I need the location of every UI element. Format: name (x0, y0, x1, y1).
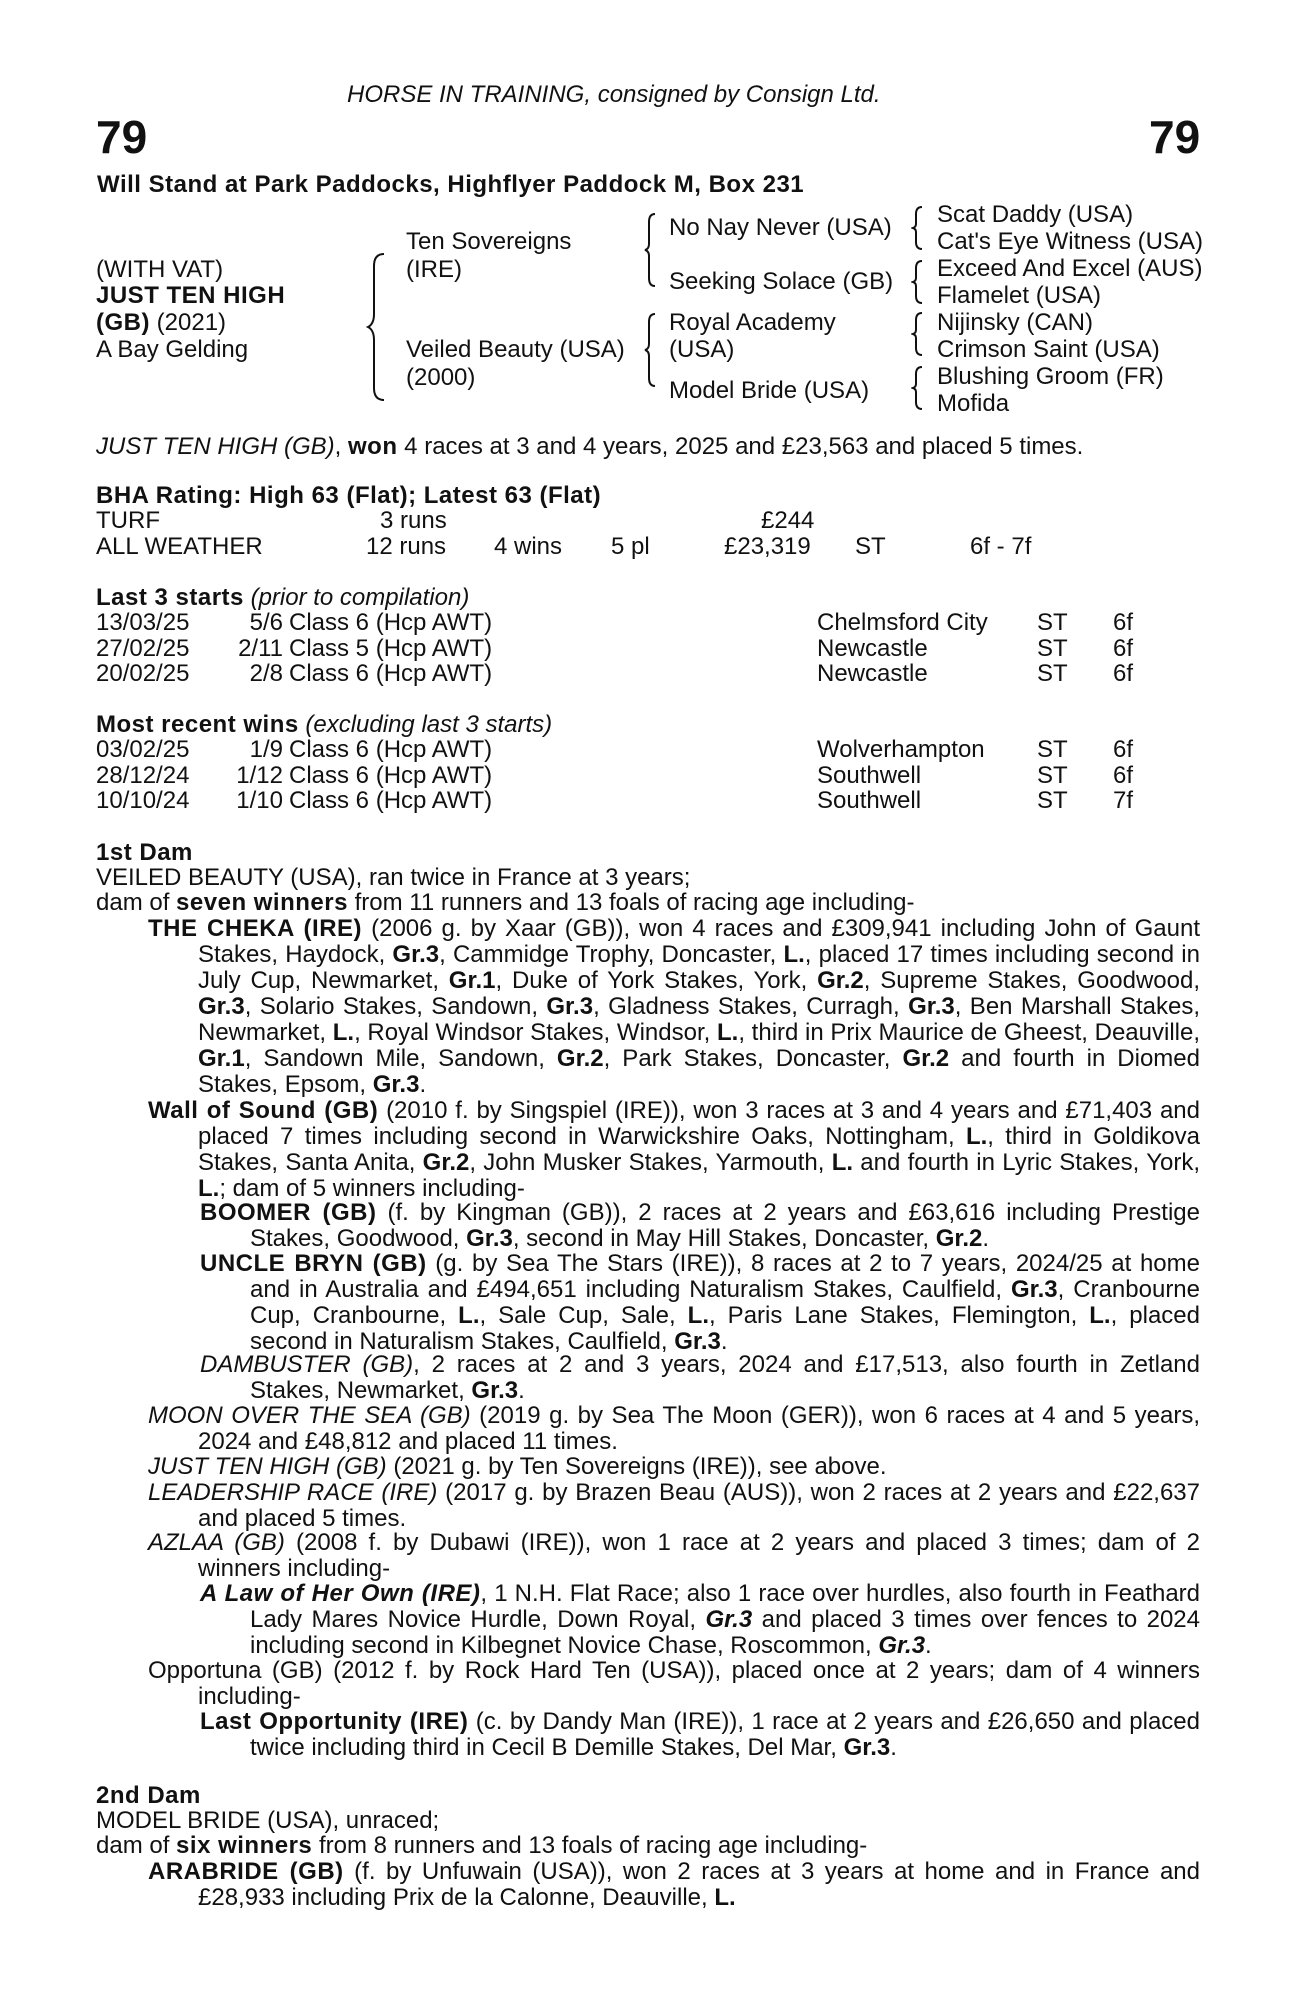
stand-location: Will Stand at Park Paddocks, Highflyer Paddock M, Box 231 (97, 171, 805, 198)
pedigree-sire-origin: (IRE) (406, 256, 462, 283)
grade: L. (687, 1302, 709, 1329)
wall-text: ; dam of 5 winners including- (219, 1175, 525, 1202)
last3-going: ST (1037, 660, 1068, 687)
alaw-name: A Law of Her Own (IRE) (200, 1580, 481, 1607)
pedigree-sdd: Flamelet (USA) (937, 282, 1102, 309)
dambuster-text: . (518, 1377, 525, 1404)
cheka-text: , Supreme Stakes, Goodwood, (863, 967, 1200, 994)
last3-position: 2/11 (238, 634, 283, 662)
grade: L. (714, 1884, 736, 1911)
aw-going: ST (855, 533, 886, 560)
grade: Gr.2 (556, 1045, 604, 1072)
race-summary (96, 434, 1083, 460)
horse-origin-line (96, 310, 226, 336)
cheka-text: , Cammidge Trophy, Doncaster, (439, 941, 784, 968)
grade: Gr.3 (878, 1632, 926, 1659)
grade: L. (783, 941, 805, 968)
pedigree-dam-sire: Royal Academy (669, 309, 836, 336)
wins-course: Wolverhampton (817, 736, 985, 763)
pedigree-dsd: Crimson Saint (USA) (937, 336, 1160, 363)
pedigree-brace-main (366, 252, 390, 402)
cheka-name: THE CHEKA (IRE) (148, 915, 363, 942)
bryn-text: , Sale Cup, Sale, (479, 1302, 688, 1329)
wins-going: ST (1037, 787, 1068, 814)
last3-title: Last 3 starts (96, 584, 244, 611)
boomer-text: , second in May Hill Stakes, Doncaster, (512, 1225, 936, 1252)
produce-opportuna: Opportuna (GB) (2012 f. by Rock Hard Ten (USA)), placed once at 2 years; dam of 4 winners including- (148, 1657, 1200, 1710)
last3-class: Class 5 (Hcp AWT) (289, 634, 493, 662)
last3-course: Newcastle (817, 660, 928, 687)
azlaa-name: AZLAA (GB) (148, 1529, 285, 1556)
last3-distance: 6f (1113, 609, 1134, 636)
vat-note: (WITH VAT) (96, 256, 224, 283)
wins-course: Southwell (817, 761, 922, 789)
dambuster-name: DAMBUSTER (GB) (200, 1351, 414, 1378)
last3-course: Newcastle (817, 634, 928, 662)
pedigree-brace-ds (911, 311, 925, 357)
dam1-line2 (96, 890, 915, 916)
moon-name: MOON OVER THE SEA (GB) (148, 1402, 471, 1429)
wins-class: Class 6 (Hcp AWT) (289, 736, 493, 763)
dam1-line2c: from 11 runners and 13 foals of racing age including- (347, 889, 915, 916)
lastopp-name: Last Opportunity (IRE) (200, 1708, 469, 1735)
produce-the-cheka (148, 916, 1200, 1098)
arabride-name: ARABRIDE (GB) (148, 1858, 344, 1885)
last3-class: Class 6 (Hcp AWT) (289, 609, 493, 636)
last3-distance: 6f (1113, 660, 1134, 687)
pedigree-dds: Blushing Groom (FR) (937, 363, 1164, 390)
wins-going: ST (1037, 736, 1068, 763)
dambuster-text: , 2 races at 2 and 3 years, 2024 and £17,513, also fourth in Zetland Stakes, Newmarket, (250, 1351, 1200, 1404)
cheka-text: , Gladness Stakes, Curragh, (593, 993, 909, 1020)
last3-going: ST (1037, 634, 1068, 662)
pedigree-sss: Scat Daddy (USA) (937, 201, 1134, 228)
pedigree-brace-sd (911, 259, 925, 305)
grade: L. (965, 1123, 988, 1150)
pedigree-dss: Nijinsky (CAN) (937, 309, 1093, 336)
bryn-text: , placed second in Naturalism Stakes, Caulfield, (250, 1302, 1201, 1355)
aw-prize: £23,319 (724, 533, 811, 560)
leader-text: (2017 g. by Brazen Beau (AUS)), won 2 races at 2 years and £22,637 and placed 5 times. (198, 1479, 1201, 1532)
pedigree-dam: Veiled Beauty (USA) (406, 336, 625, 363)
wins-distance: 7f (1113, 787, 1134, 814)
jth-text: (2021 g. by Ten Sovereigns (IRE)), see above. (386, 1453, 887, 1480)
grade: L. (332, 1019, 355, 1046)
produce-dambuster (200, 1351, 1200, 1404)
grade: Gr.3 (372, 1071, 420, 1098)
grade: Gr.2 (935, 1225, 983, 1252)
azlaa-text: (2008 f. by Dubawi (IRE)), won 1 race at 2 years and placed 3 times; dam of 2 winners including- (198, 1529, 1200, 1582)
lot-number-left: 79 (96, 111, 148, 163)
produce-arabride (148, 1858, 1200, 1911)
horse-name: JUST TEN HIGH (96, 282, 286, 309)
wins-course: Southwell (817, 787, 922, 814)
dam1-winners: seven winners (176, 889, 348, 916)
last3-date: 13/03/25 (96, 609, 190, 636)
aw-places: 5 pl (611, 533, 650, 560)
produce-leadership-race (148, 1479, 1201, 1532)
cheka-text: , Solario Stakes, Sandown, (244, 993, 547, 1020)
last3-position: 2/8 (249, 660, 283, 687)
turf-runs: 3 runs (380, 507, 447, 534)
pedigree-brace-sire (643, 212, 659, 288)
grade: Gr.3 (674, 1328, 721, 1355)
last3-distance: 6f (1113, 634, 1134, 662)
produce-boomer (200, 1199, 1201, 1252)
aw-wins: 4 wins (494, 533, 563, 560)
moon-text: (2019 g. by Sea The Moon (GER)), won 6 races at 4 and 5 years, 2024 and £48,812 and placed 11 times. (198, 1402, 1201, 1455)
last3-going: ST (1037, 609, 1068, 636)
aw-distance: 6f - 7f (970, 533, 1032, 560)
pedigree-ssd: Cat's Eye Witness (USA) (937, 228, 1203, 255)
wall-text: (2010 f. by Singspiel (IRE)), won 3 races at 3 and 4 years and £71,403 and placed 7 times including second in Warwickshire Oaks, Nottingham, (198, 1097, 1200, 1150)
horse-origin: (GB) (96, 309, 150, 336)
bryn-name: UNCLE BRYN (GB) (200, 1250, 427, 1277)
alaw-text: . (925, 1632, 932, 1659)
wall-name: Wall of Sound (GB) (148, 1097, 379, 1124)
wins-date: 28/12/24 (96, 761, 190, 789)
cheka-text: , Ben Marshall Stakes, Newmarket, (198, 993, 1200, 1046)
pedigree-sds: Exceed And Excel (AUS) (937, 255, 1203, 282)
aw-runs: 12 runs (366, 533, 447, 560)
alaw-text: and placed 3 times over fences to 2024 including second in Kilbegnet Novice Chase, Roscommon, (250, 1606, 1201, 1659)
grade: Gr.2 (817, 967, 864, 994)
horse-year: (2021) (149, 309, 227, 336)
cheka-text: , third in Prix Maurice de Gheest, Deauville, (738, 1019, 1201, 1046)
grade: Gr.3 (546, 993, 594, 1020)
produce-a-law-of-her-own (200, 1580, 1201, 1659)
wins-title: Most recent wins (96, 711, 299, 738)
pedigree-ddd: Mofida (937, 390, 1010, 417)
dam2-line2a: dam of (96, 1832, 177, 1859)
wall-text: , John Musker Stakes, Yarmouth, (469, 1149, 832, 1176)
cheka-text: . (419, 1071, 427, 1098)
boomer-text: (f. by Kingman (GB)), 2 races at 2 years and £63,616 including Prestige Stakes, Goodwood, (250, 1199, 1201, 1252)
grade: Gr.3 (843, 1734, 891, 1761)
grade: Gr.3 (392, 941, 440, 968)
dam2-line2 (96, 1833, 867, 1859)
dam2-line2c: from 8 runners and 13 foals of racing age including- (312, 1832, 868, 1859)
last3-date: 20/02/25 (96, 660, 190, 687)
cheka-text: , Park Stakes, Doncaster, (603, 1045, 903, 1072)
grade: L. (1089, 1302, 1111, 1329)
dam2-line1: MODEL BRIDE (USA), unraced; (96, 1807, 440, 1834)
turf-prize: £244 (761, 507, 815, 534)
grade: Gr.2 (902, 1045, 950, 1072)
arabride-text: (f. by Unfuwain (USA)), won 2 races at 3 years at home and in France and £28,933 including Prix de la Calonne, Deauville, (198, 1858, 1200, 1911)
pedigree-sire: Ten Sovereigns (406, 228, 572, 255)
pedigree-sire-sire: No Nay Never (USA) (669, 214, 892, 241)
grade: L. (458, 1302, 480, 1329)
lastopp-text: (c. by Dandy Man (IRE)), 1 race at 2 years and £26,650 and placed twice including third in Cecil B Demille Stakes, Del Mar, (250, 1708, 1200, 1761)
bha-rating: BHA Rating: High 63 (Flat); Latest 63 (Flat) (96, 482, 602, 509)
leader-name: LEADERSHIP RACE (IRE) (148, 1479, 438, 1506)
wins-note: (excluding last 3 starts) (298, 711, 553, 738)
grade: Gr.3 (908, 993, 955, 1020)
lot-number-right: 79 (1149, 111, 1201, 163)
horse-description: A Bay Gelding (96, 336, 249, 363)
last3-date: 27/02/25 (96, 634, 190, 662)
dam1-line2a: dam of (96, 889, 177, 916)
summary-horse-name: JUST TEN HIGH (GB) (96, 433, 335, 460)
grade: Gr.3 (1010, 1276, 1058, 1303)
bryn-text: (g. by Sea The Stars (IRE)), 8 races at 2 to 7 years, 2024/25 at home and in Australia and £494,651 including Naturalism Stakes, Caulfield, (250, 1250, 1200, 1303)
wins-heading (96, 712, 552, 738)
summary-rest: 4 races at 3 and 4 years, 2025 and £23,563 and placed 5 times. (397, 433, 1084, 460)
produce-last-opportunity (200, 1708, 1200, 1761)
grade: L. (716, 1019, 739, 1046)
last3-note: (prior to compilation) (243, 584, 470, 611)
boomer-name: BOOMER (GB) (200, 1199, 377, 1226)
grade: Gr.1 (198, 1045, 245, 1072)
boomer-text: . (982, 1225, 990, 1252)
grade: Gr.3 (471, 1377, 519, 1404)
pedigree-dam-sire-origin: (USA) (669, 336, 735, 363)
cheka-text: , Duke of York Stakes, York, (495, 967, 818, 994)
last3-heading (96, 585, 469, 611)
wall-text: , third in Goldikova Stakes, Santa Anita, (198, 1123, 1200, 1176)
bryn-text: , Paris Lane Stakes, Flemington, (709, 1302, 1090, 1329)
pedigree-dam-dam: Model Bride (USA) (669, 377, 870, 404)
dam2-title: 2nd Dam (96, 1782, 201, 1809)
wins-distance: 6f (1113, 761, 1134, 789)
pedigree-sire-dam: Seeking Solace (GB) (669, 268, 894, 295)
cheka-text: and fourth in Diomed Stakes, Epsom, (198, 1045, 1200, 1098)
produce-uncle-bryn (200, 1250, 1201, 1355)
wall-text: and fourth in Lyric Stakes, York, (853, 1149, 1201, 1176)
bryn-text: . (720, 1328, 728, 1355)
wins-distance: 6f (1113, 736, 1134, 763)
jth-name: JUST TEN HIGH (GB) (148, 1453, 387, 1480)
cheka-text: , Sandown Mile, Sandown, (244, 1045, 557, 1072)
summary-won: won (348, 433, 398, 460)
produce-azlaa (148, 1529, 1200, 1582)
dam1-title: 1st Dam (96, 839, 193, 866)
dam1-line1: VEILED BEAUTY (USA), ran twice in France at 3 years; (96, 864, 691, 891)
grade: Gr.3 (198, 993, 245, 1020)
summary-sep: , (334, 433, 349, 460)
turf-label: TURF (96, 507, 160, 534)
catalogue-header: HORSE IN TRAINING, consigned by Consign Ltd. (347, 81, 881, 108)
wins-class: Class 6 (Hcp AWT) (289, 787, 493, 814)
last3-class: Class 6 (Hcp AWT) (289, 660, 493, 687)
dam2-winners: six winners (176, 1832, 313, 1859)
pedigree-brace-ss (911, 205, 925, 251)
produce-just-ten-high (148, 1453, 1200, 1480)
grade: Gr.3 (466, 1225, 513, 1252)
grade: L. (198, 1175, 220, 1202)
wins-date: 10/10/24 (96, 787, 190, 814)
grade: Gr.3 (705, 1606, 753, 1633)
aw-label: ALL WEATHER (96, 533, 263, 560)
grade: Gr.2 (422, 1149, 470, 1176)
grade: Gr.1 (448, 967, 496, 994)
wins-position: 1/10 (236, 787, 283, 814)
cheka-text: , Royal Windsor Stakes, Windsor, (354, 1019, 717, 1046)
cheka-text: , placed 17 times including second in July Cup, Newmarket, (198, 941, 1200, 994)
last3-course: Chelmsford City (817, 609, 988, 636)
pedigree-brace-dd (911, 365, 925, 411)
cheka-text: (2006 g. by Xaar (GB)), won 4 races and £309,941 including John of Gaunt Stakes, Haydock, (198, 915, 1200, 968)
wins-going: ST (1037, 761, 1068, 789)
wins-date: 03/02/25 (96, 736, 190, 763)
wins-class: Class 6 (Hcp AWT) (289, 761, 493, 789)
pedigree-brace-dam (643, 312, 659, 388)
bryn-text: , Cranbourne Cup, Cranbourne, (250, 1276, 1201, 1329)
produce-moon-over-the-sea (148, 1402, 1201, 1455)
pedigree-dam-year: (2000) (406, 364, 476, 391)
wins-position: 1/12 (236, 761, 283, 789)
lastopp-text: . (890, 1734, 897, 1761)
produce-wall-of-sound (148, 1097, 1201, 1202)
wins-position: 1/9 (249, 736, 283, 763)
last3-position: 5/6 (249, 609, 283, 636)
alaw-text: , 1 N.H. Flat Race; also 1 race over hurdles, also fourth in Feathard Lady Mares Novice Hurdle, Down Royal, (250, 1580, 1201, 1633)
grade: L. (831, 1149, 854, 1176)
